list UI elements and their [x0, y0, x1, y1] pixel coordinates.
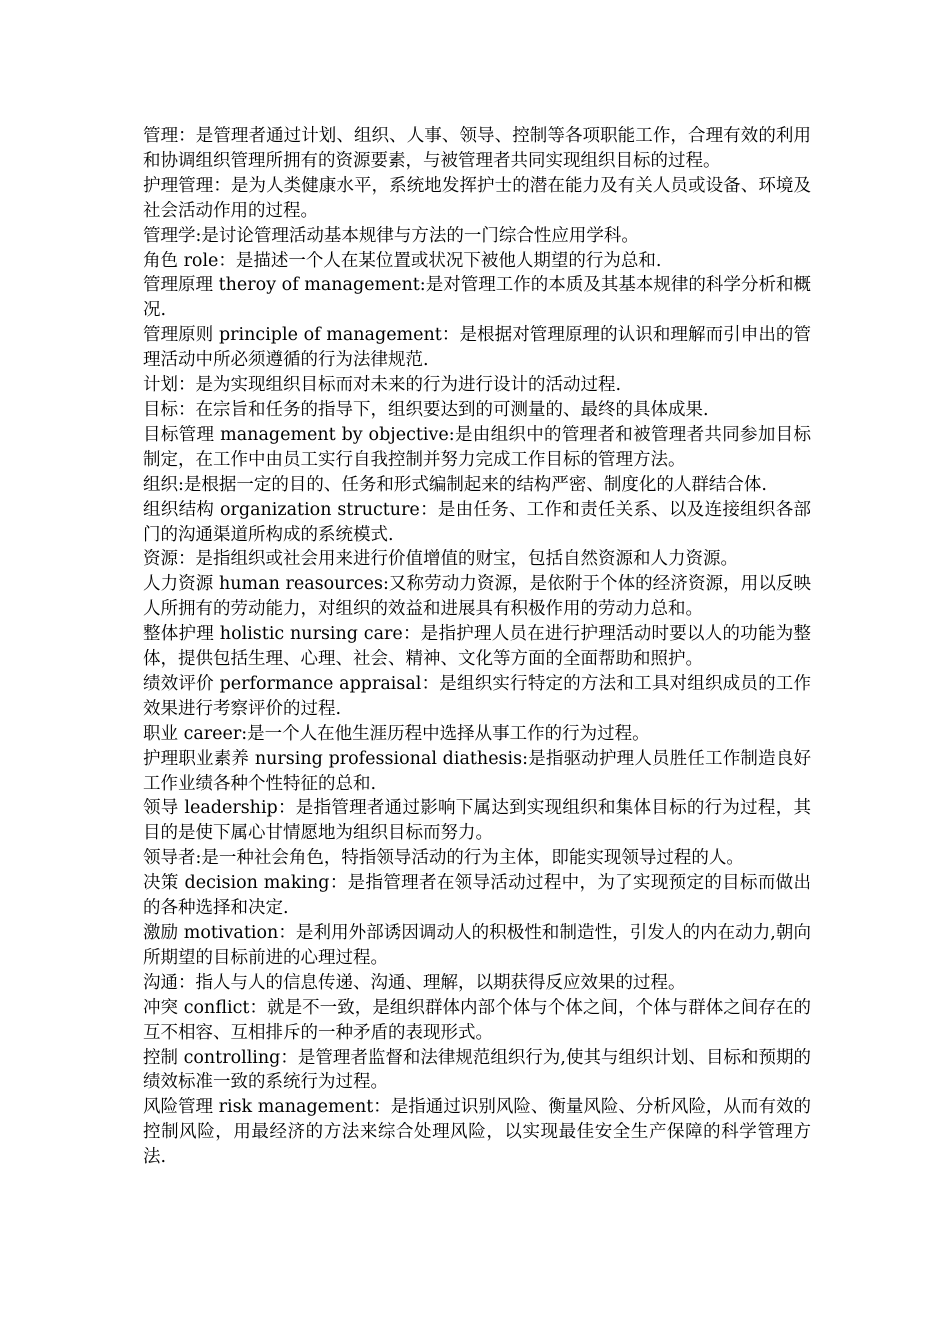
- definition-paragraph: 人力资源 human reasources:又称劳动力资源，是依附于个体的经济资源，用以反映人所拥有的劳动能力，对组织的效益和进展具有积极作用的劳动力总和。: [143, 574, 811, 620]
- definition-paragraph: 目标：在宗旨和任务的指导下，组织要达到的可测量的、最终的具体成果.: [143, 399, 709, 420]
- definition-paragraph: 计划：是为实现组织目标而对未来的行为进行设计的活动过程.: [143, 375, 622, 396]
- definition-paragraph: 管理：是管理者通过计划、组织、人事、领导、控制等各项职能工作，合理有效的利用和协调组织管理所拥有的资源要素，与被管理者共同实现组织目标的过程。: [143, 126, 811, 171]
- definition-paragraph: 资源：是指组织或社会用来进行价值增值的财宝，包括自然资源和人力资源。: [143, 549, 738, 570]
- definition-paragraph: 管理学:是讨论管理活动基本规律与方法的一门综合性应用学科。: [143, 225, 639, 246]
- definition-paragraph: 领导 leadership：是指管理者通过影响下属达到实现组织和集体目标的行为过程，其目的是使下属心甘情愿地为组织目标而努力。: [143, 798, 811, 844]
- definition-paragraph: 护理管理：是为人类健康水平，系统地发挥护士的潜在能力及有关人员或设备、环境及社会活动作用的过程。: [143, 175, 811, 221]
- document-body: [143, 124, 811, 1170]
- definition-paragraph: 组织:是根据一定的目的、任务和形式编制起来的结构严密、制度化的人群结合体.: [143, 474, 767, 495]
- definition-paragraph: 管理原理 theroy of management:是对管理工作的本质及其基本规律的科学分析和概况.: [143, 275, 811, 321]
- definition-paragraph: 激励 motivation：是利用外部诱因调动人的积极性和制造性，引发人的内在动力,朝向所期望的目标前进的心理过程。: [143, 923, 811, 968]
- definition-paragraph: 绩效评价 performance appraisal：是组织实行特定的方法和工具对组织成员的工作效果进行考察评价的过程.: [143, 673, 811, 719]
- definition-paragraph: 风险管理 risk management：是指通过识别风险、衡量风险、分析风险，从而有效的控制风险，用最经济的方法来综合处理风险，以实现最佳安全生产保障的科学管理方法.: [143, 1097, 811, 1168]
- definition-paragraph: 目标管理 management by objective:是由组织中的管理者和被管理者共同参加目标制定，在工作中由员工实行自我控制并努力完成工作目标的管理方法。: [143, 424, 811, 470]
- definition-paragraph: 决策 decision making：是指管理者在领导活动过程中，为了实现预定的目标而做出的各种选择和决定.: [143, 873, 811, 919]
- definition-paragraph: 控制 controlling：是管理者监督和法律规范组织行为,使其与组织计划、目标和预期的绩效标准一致的系统行为过程。: [143, 1047, 811, 1093]
- definition-paragraph: 护理职业素养 nursing professional diathesis:是指驱动护理人员胜任工作制造良好工作业绩各种个性特征的总和.: [143, 748, 811, 794]
- definition-paragraph: 整体护理 holistic nursing care：是指护理人员在进行护理活动时要以人的功能为整体，提供包括生理、心理、社会、精神、文化等方面的全面帮助和照护。: [143, 624, 811, 670]
- definition-paragraph: 角色 role：是描述一个人在某位置或状况下被他人期望的行为总和.: [143, 250, 662, 271]
- definition-paragraph: 沟通：指人与人的信息传递、沟通、理解，以期获得反应效果的过程。: [143, 972, 686, 993]
- definition-paragraph: 冲突 conflict：就是不一致，是组织群体内部个体与个体之间，个体与群体之间存在的互不相容、互相排斥的一种矛盾的表现形式。: [143, 997, 811, 1043]
- definition-paragraph: 领导者:是一种社会角色，特指领导活动的行为主体，即能实现领导过程的人。: [143, 848, 744, 869]
- definition-paragraph: 管理原则 principle of management：是根据对管理原理的认识和理解而引申出的管理活动中所必须遵循的行为法律规范.: [143, 325, 811, 371]
- definition-paragraph: 职业 career:是一个人在他生涯历程中选择从事工作的行为过程。: [143, 723, 650, 744]
- definition-paragraph: 组织结构 organization structure：是由任务、工作和责任关系、以及连接组织各部门的沟通渠道所构成的系统模式.: [143, 499, 811, 545]
